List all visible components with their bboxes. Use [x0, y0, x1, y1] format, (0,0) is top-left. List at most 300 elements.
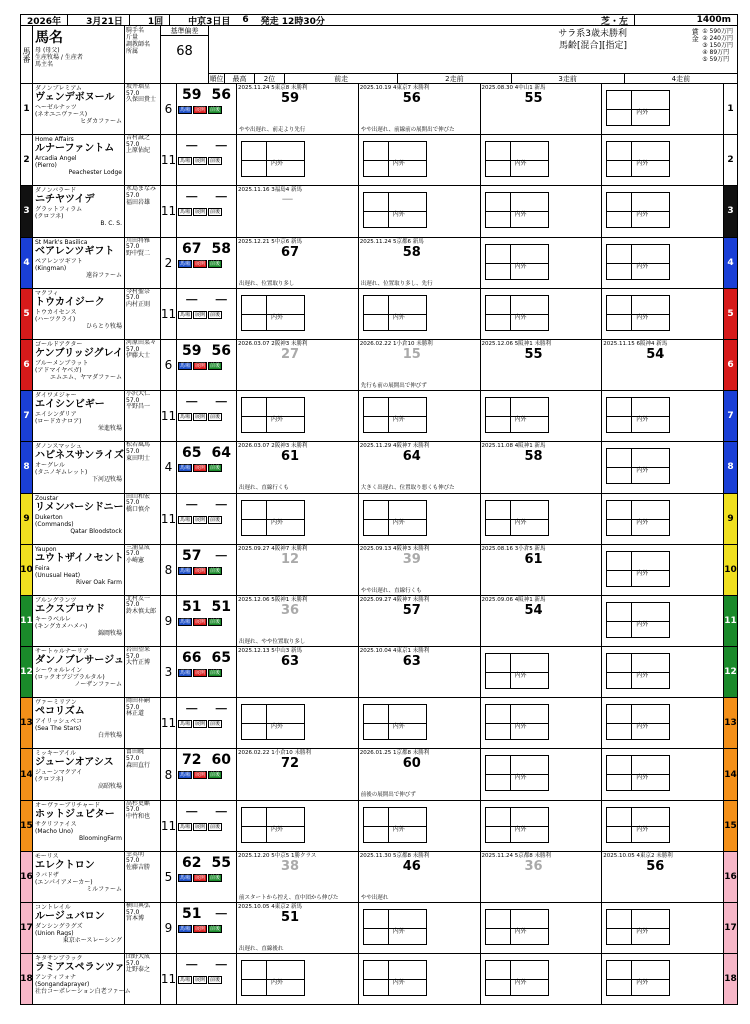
past-race-score: 58 — [524, 449, 543, 465]
empty-grid-label: 内外 — [392, 160, 405, 168]
second-score: 60 — [211, 752, 231, 769]
sire-name: モーリス — [35, 852, 59, 860]
past-race-header: 2025.11.24 5京都8 未勝利 — [481, 852, 551, 859]
race-date: 3月21日 — [86, 16, 123, 27]
race-comment: 出遅れ、位置取り多し — [239, 280, 295, 287]
horse-name[interactable]: ヴェンデボヌール — [35, 92, 115, 103]
empty-grid-label: 内外 — [392, 723, 405, 731]
dam-sire-name: (Macho Uno) — [35, 827, 74, 835]
runs-rank: 5 — [161, 852, 177, 902]
grid-label-c: 前後 — [210, 311, 221, 318]
past-race-1[interactable] — [237, 903, 359, 953]
horse-info[interactable] — [33, 494, 125, 544]
jockey-weight: 57.0 — [126, 243, 140, 251]
past-race-1[interactable] — [237, 84, 359, 134]
horse-number: 11 — [21, 596, 33, 646]
jockey-weight: 57.0 — [126, 294, 140, 302]
runs-rank: 3 — [161, 647, 177, 697]
grid-label-a: 馬場 — [180, 977, 191, 984]
runs-rank: 11 — [161, 135, 177, 185]
grid-label-b: 展開 — [195, 977, 206, 984]
horse-name[interactable]: ニチヤツイデ — [35, 194, 95, 206]
entry-row[interactable] — [21, 647, 737, 698]
owner-name: ひらとり牧場 — [85, 322, 122, 330]
horse-number-right: 13 — [723, 698, 737, 748]
entry-row[interactable] — [21, 903, 737, 954]
trainer-name: 林正道 — [126, 710, 145, 718]
horse-info[interactable] — [33, 801, 125, 851]
trainer-name: 福田岩雄 — [126, 198, 151, 206]
entry-row[interactable] — [21, 494, 737, 545]
horse-name[interactable]: ペコリズム — [35, 706, 85, 718]
past-race-4[interactable] — [602, 238, 723, 288]
past-race-2[interactable] — [359, 647, 481, 697]
past-race-1[interactable] — [237, 954, 359, 1004]
horse-name[interactable]: ベアレンツギフト — [35, 245, 115, 257]
horse-info[interactable] — [33, 596, 125, 646]
horse-info[interactable] — [33, 852, 125, 902]
owner-name: Qatar Bloodstock — [70, 527, 122, 535]
past-race-1[interactable] — [237, 391, 359, 441]
name-header-title: 馬名 — [35, 30, 63, 46]
grid-label-a: 馬場 — [180, 260, 191, 267]
grid-label-a: 馬場 — [180, 926, 191, 932]
horse-info[interactable] — [33, 647, 125, 697]
best-scores — [177, 289, 237, 339]
horse-name[interactable]: エレクトロン — [35, 859, 95, 871]
grid-label-b: 展開 — [195, 260, 206, 267]
entry-row[interactable] — [21, 289, 737, 340]
grid-label-b: 展開 — [195, 107, 206, 113]
horse-info[interactable] — [33, 135, 125, 185]
empty-past-grid — [606, 90, 670, 126]
past-race-4[interactable] — [602, 852, 723, 902]
past-race-2[interactable] — [359, 801, 481, 851]
dam-name: ラバドザ — [35, 871, 59, 879]
past-race-score: 54 — [646, 346, 665, 362]
horse-number-right: 2 — [723, 135, 737, 185]
jockey-weight: 57.0 — [126, 703, 140, 711]
past-race-2[interactable] — [359, 289, 481, 339]
past-race-4[interactable] — [602, 442, 723, 492]
horse-number: 2 — [21, 135, 33, 185]
past-race-4[interactable] — [602, 186, 723, 236]
empty-past-grid — [485, 807, 549, 843]
base-deviation — [161, 26, 209, 83]
past-race-3[interactable] — [481, 698, 603, 748]
past-race-3[interactable] — [481, 801, 603, 851]
best-score-tags — [177, 567, 236, 575]
empty-past-grid — [241, 295, 305, 331]
second-score: 56 — [211, 87, 231, 103]
runs-rank: 8 — [161, 749, 177, 799]
runs-rank: 11 — [161, 954, 177, 1004]
grid-label-b: 展開 — [195, 618, 206, 625]
past-race-3[interactable] — [481, 289, 603, 339]
past-race-2[interactable] — [359, 596, 481, 646]
past-race-2[interactable] — [359, 84, 481, 134]
best-scores — [177, 954, 237, 1004]
entry-row[interactable] — [21, 238, 737, 289]
jockey-name: 岩田望来 — [126, 647, 151, 654]
horse-name[interactable]: エクスプロウド — [35, 603, 105, 615]
horse-name[interactable]: ケンブリッジグレイ — [35, 347, 123, 359]
grid-label-a: 馬場 — [180, 874, 191, 881]
past-race-4[interactable] — [602, 545, 723, 595]
runs-rank: 11 — [161, 801, 177, 851]
past-race-score: 46 — [402, 858, 421, 874]
sire-name: Yaupon — [35, 545, 57, 553]
dam-sire-name: (ロードカナロア) — [35, 418, 82, 426]
horse-name[interactable]: リメンバーシドニー — [35, 501, 124, 513]
jockey-name: 田山和宏 — [126, 493, 151, 500]
trainer-name: 橋口慎介 — [126, 505, 151, 513]
race-rule: 馬齢[混合][指定] — [558, 41, 627, 51]
name-header-breeder: 生産牧場 / 生産者 — [35, 54, 83, 61]
race-comment: 前後の展開出で伸びず — [360, 792, 416, 799]
dam-sire-name: (Commands) — [35, 520, 74, 528]
entry-row[interactable] — [21, 84, 737, 135]
past-race-2[interactable] — [359, 545, 481, 595]
prize-table: 賞金 ① 590万円 ② 240万円 ③ 150万円 ④ 89万円 ⑤ 59万円 — [691, 28, 733, 63]
past-race-1[interactable] — [237, 596, 359, 646]
past-race-1[interactable] — [237, 801, 359, 851]
empty-grid-label: 内外 — [636, 416, 649, 424]
best-score-tags — [177, 157, 236, 165]
past-race-1[interactable] — [237, 340, 359, 390]
jockey-name: 北村友一 — [126, 595, 151, 602]
past-race-3[interactable] — [481, 442, 603, 492]
past-race-score: 12 — [281, 551, 300, 567]
past-races — [237, 238, 723, 288]
jockey-weight: 57.0 — [126, 89, 140, 97]
past-race-4[interactable] — [602, 340, 723, 390]
horse-info[interactable] — [33, 391, 125, 441]
empty-past-grid — [606, 244, 670, 280]
dam-name: エイシンダリア — [35, 411, 77, 419]
past-race-1[interactable] — [237, 545, 359, 595]
past-race-2[interactable] — [359, 852, 481, 902]
past-races — [237, 289, 723, 339]
dam-name: サクリファイス — [35, 820, 77, 828]
horse-name[interactable]: ルナーファントム — [35, 143, 115, 155]
best-score: － — [184, 292, 199, 309]
past-race-4[interactable] — [602, 596, 723, 646]
best-scores — [177, 801, 237, 851]
best-scores — [177, 647, 237, 697]
second-score: － — [214, 804, 229, 821]
owner-name: Peachester Lodge — [68, 169, 122, 177]
entry-row[interactable] — [21, 545, 737, 596]
best-score: 62 — [182, 854, 202, 871]
past-race-2[interactable] — [359, 442, 481, 492]
entry-row[interactable] — [21, 135, 737, 186]
horse-name[interactable]: エイシンビギー — [35, 399, 105, 411]
jockey-weight: 57.0 — [126, 959, 140, 967]
past-race-2[interactable] — [359, 698, 481, 748]
past-race-score: － — [281, 193, 295, 209]
past-race-3[interactable] — [481, 852, 603, 902]
past-race-2[interactable] — [359, 494, 481, 544]
dam-sire-name: (アドマイヤベガ) — [35, 366, 82, 374]
past-race-header: 2025.11.15 6阪神4 新馬 — [603, 340, 668, 347]
past-race-3[interactable] — [481, 954, 603, 1004]
empty-grid-label: 内外 — [392, 928, 405, 935]
sire-name: ミッキーアイル — [35, 750, 77, 758]
past-race-2[interactable] — [359, 340, 481, 390]
jockey-info — [125, 84, 161, 134]
past-race-4[interactable] — [602, 647, 723, 697]
dam-name: アイリッシュペコ — [35, 718, 83, 726]
jockey-name: 団野大成 — [126, 954, 151, 961]
past-race-4[interactable] — [602, 749, 723, 799]
past-race-header: 2025.09.06 4阪神1 新馬 — [481, 596, 546, 603]
past-race-1[interactable] — [237, 852, 359, 902]
past-race-4[interactable] — [602, 801, 723, 851]
empty-grid-label: 内外 — [636, 109, 649, 116]
past-race-1[interactable] — [237, 135, 359, 185]
sire-name: ブルングランツ — [35, 596, 77, 604]
trainer-name: 鈴木慎太郎 — [126, 608, 157, 616]
grid-label-c: 前後 — [210, 926, 221, 932]
horse-name[interactable]: ルージュバロン — [35, 911, 105, 922]
empty-grid-label: 内外 — [392, 211, 405, 219]
dam-name: アンティフォナ — [35, 974, 76, 982]
best-scores — [177, 596, 237, 646]
base-deviation-label: 基準偏差 — [161, 26, 208, 36]
horse-info[interactable] — [33, 749, 125, 799]
grid-label-b: 展開 — [195, 311, 206, 318]
past-race-1[interactable] — [237, 749, 359, 799]
past-race-score: 67 — [281, 244, 300, 260]
best-score: 65 — [182, 445, 202, 462]
horse-info[interactable] — [33, 698, 125, 748]
entry-row[interactable] — [21, 596, 737, 647]
past-race-1[interactable] — [237, 442, 359, 492]
dam-name: ペアレンツギフト — [35, 257, 83, 265]
past-races — [237, 954, 723, 1004]
grid-label-b: 展開 — [195, 874, 206, 881]
past-race-score: 27 — [281, 346, 300, 362]
horse-name[interactable]: ジューンオアシス — [35, 757, 114, 769]
past-race-4[interactable] — [602, 289, 723, 339]
past-race-3[interactable] — [481, 238, 603, 288]
entry-row[interactable] — [21, 442, 737, 493]
second-score: 56 — [211, 342, 231, 359]
past-race-score: 51 — [281, 910, 300, 925]
horse-info[interactable] — [33, 545, 125, 595]
best-score: 59 — [182, 342, 202, 359]
past-race-3[interactable] — [481, 494, 603, 544]
past-race-1[interactable] — [237, 186, 359, 236]
horse-number-right: 1 — [723, 84, 737, 134]
owner-name: 錦岡牧場 — [97, 629, 122, 637]
past-race-header: 2025.08.16 3小倉5 新馬 — [481, 545, 546, 552]
horse-name[interactable]: ユウトザイノセント — [35, 552, 124, 564]
grid-label-a: 馬場 — [180, 311, 191, 318]
past-race-4[interactable] — [602, 391, 723, 441]
past-race-3[interactable] — [481, 340, 603, 390]
grid-label-c: 前後 — [210, 567, 221, 574]
past-race-score: 36 — [281, 602, 300, 618]
entry-row[interactable] — [21, 340, 737, 391]
empty-past-grid — [363, 807, 427, 843]
entry-row[interactable] — [21, 852, 737, 903]
owner-name: ノーザンファーム — [74, 681, 122, 689]
past-race-2[interactable] — [359, 749, 481, 799]
past-race-4[interactable] — [602, 954, 723, 1004]
horse-info[interactable] — [33, 289, 125, 339]
horse-info[interactable] — [33, 340, 125, 390]
past-race-4[interactable] — [602, 698, 723, 748]
best-scores — [177, 698, 237, 748]
past-race-2[interactable] — [359, 391, 481, 441]
owner-name: 栄進牧場 — [97, 425, 122, 433]
trainer-name: 中竹和也 — [126, 812, 151, 820]
horse-number: 18 — [21, 954, 33, 1004]
race-comment: 出遅れ、やや位置取り多し — [239, 638, 306, 645]
past-race-3[interactable] — [481, 84, 603, 134]
sire-name: Home Affairs — [35, 136, 74, 144]
horse-name[interactable]: ダンノブレサージュ — [35, 655, 124, 667]
race-conditions — [558, 28, 627, 52]
past-race-1[interactable] — [237, 647, 359, 697]
trainer-name: 辻野泰之 — [126, 966, 151, 974]
horse-number-right: 15 — [723, 801, 737, 851]
horse-number-right: 3 — [723, 186, 737, 236]
second-score: 55 — [211, 854, 231, 871]
owner-name: BloomingFarm — [78, 834, 122, 842]
horse-number: 9 — [21, 494, 33, 544]
entry-row[interactable] — [21, 954, 737, 1005]
past-race-header: 2025.11.24 5東京8 未勝利 — [238, 85, 308, 91]
owner-name: 社台コーポレーション白老ファーム — [35, 988, 131, 996]
jockey-info — [125, 545, 161, 595]
race-card — [20, 14, 738, 1018]
horse-info[interactable] — [33, 903, 125, 953]
horse-name[interactable]: ハピネスサンライズ — [35, 450, 124, 462]
dam-name: Dukerton — [35, 513, 63, 521]
past-race-4[interactable] — [602, 135, 723, 185]
entry-row[interactable] — [21, 698, 737, 749]
horse-number-right: 9 — [723, 494, 737, 544]
horse-info[interactable] — [33, 84, 125, 134]
past-race-2[interactable] — [359, 186, 481, 236]
entry-row[interactable] — [21, 749, 737, 800]
entry-row[interactable] — [21, 801, 737, 852]
name-header-sub: 母 (母父) — [35, 47, 60, 54]
empty-grid-label: 内外 — [514, 160, 527, 168]
sire-name: オーヴァーブリチャード — [35, 801, 101, 809]
past-race-header: 2025.09.27 4阪神7 未勝利 — [238, 545, 308, 552]
past-race-2[interactable] — [359, 903, 481, 953]
jockey-info — [125, 954, 161, 1004]
empty-grid-label: 内外 — [636, 928, 649, 935]
best-score-tags — [177, 106, 236, 114]
best-scores — [177, 749, 237, 799]
horse-number-right: 6 — [723, 340, 737, 390]
past-race-1[interactable] — [237, 238, 359, 288]
past-race-header: 2025.11.30 5京都8 未勝利 — [359, 852, 430, 859]
horse-number-right: 14 — [723, 749, 737, 799]
best-score-tags — [177, 362, 236, 370]
past-race-4[interactable] — [602, 903, 723, 953]
horse-name[interactable]: ホットジュピター — [35, 808, 115, 820]
empty-past-grid — [241, 807, 305, 843]
horse-number: 12 — [21, 647, 33, 697]
past-race-3[interactable] — [481, 596, 603, 646]
horse-number: 17 — [21, 903, 33, 953]
past-race-3[interactable] — [481, 749, 603, 799]
horse-name[interactable]: ラミアスペランツァ — [35, 962, 125, 974]
horse-info[interactable] — [33, 954, 131, 1004]
owner-name: River Oak Farm — [75, 578, 122, 586]
past-race-4[interactable] — [602, 494, 723, 544]
jockey-weight: 57.0 — [126, 550, 140, 558]
sire-name: St Mark's Basilica — [35, 238, 88, 246]
past-race-3[interactable] — [481, 647, 603, 697]
race-comment: やや出遅れ — [360, 894, 389, 901]
past-race-3[interactable] — [481, 391, 603, 441]
jockey-name: 富田暁 — [126, 749, 145, 756]
empty-past-grid — [363, 500, 427, 536]
dam-name: ヘーゼルナッツ — [35, 104, 77, 111]
past-race-2[interactable] — [359, 954, 481, 1004]
entry-row[interactable] — [21, 391, 737, 442]
grid-label-b: 展開 — [195, 926, 206, 932]
past-race-4[interactable] — [602, 84, 723, 134]
past-race-3[interactable] — [481, 903, 603, 953]
best-score: 51 — [182, 906, 202, 922]
horse-info[interactable] — [33, 238, 125, 288]
dam-name: ダンシングラグズ — [35, 923, 83, 930]
past-race-3[interactable] — [481, 186, 603, 236]
past-race-2[interactable] — [359, 135, 481, 185]
empty-grid-label: 内外 — [392, 416, 405, 424]
jockey-name: 小沢大仁 — [126, 391, 151, 398]
past-race-1[interactable] — [237, 289, 359, 339]
dam-sire-name: (ロックオブジブラルタル) — [35, 674, 105, 682]
past-race-2[interactable] — [359, 238, 481, 288]
race-comment: 先行も前の展開出で伸びず — [360, 382, 427, 389]
empty-grid-label: 内外 — [271, 518, 284, 526]
sire-name: キタサンブラック — [35, 955, 83, 963]
name-header — [33, 26, 125, 83]
grid-label-b: 展開 — [195, 823, 206, 830]
horse-name[interactable]: トウカイジーク — [35, 296, 105, 308]
horse-info[interactable] — [33, 442, 125, 492]
past-race-headers: 順位 最高 2位 前走 2走前 3走前 4走前 — [209, 73, 737, 83]
empty-past-grid — [485, 500, 549, 536]
past-race-1[interactable] — [237, 494, 359, 544]
grid-label-c: 前後 — [210, 874, 221, 881]
entry-list — [20, 84, 738, 1005]
sire-name: ダイワメジャー — [35, 392, 77, 400]
past-race-score: 38 — [281, 858, 300, 874]
race-comment: 出遅れ、位置取り多し、先行 — [360, 280, 433, 287]
entry-row[interactable] — [21, 186, 737, 237]
horse-info[interactable] — [33, 186, 125, 236]
empty-past-grid — [363, 909, 427, 945]
past-race-1[interactable] — [237, 698, 359, 748]
jockey-info — [125, 749, 161, 799]
dam-name: ジューンマクアイ — [35, 769, 83, 777]
horse-number: 3 — [21, 186, 33, 236]
past-race-3[interactable] — [481, 135, 603, 185]
past-race-3[interactable] — [481, 545, 603, 595]
best-score: 67 — [182, 240, 202, 257]
grid-label-c: 前後 — [210, 670, 221, 677]
